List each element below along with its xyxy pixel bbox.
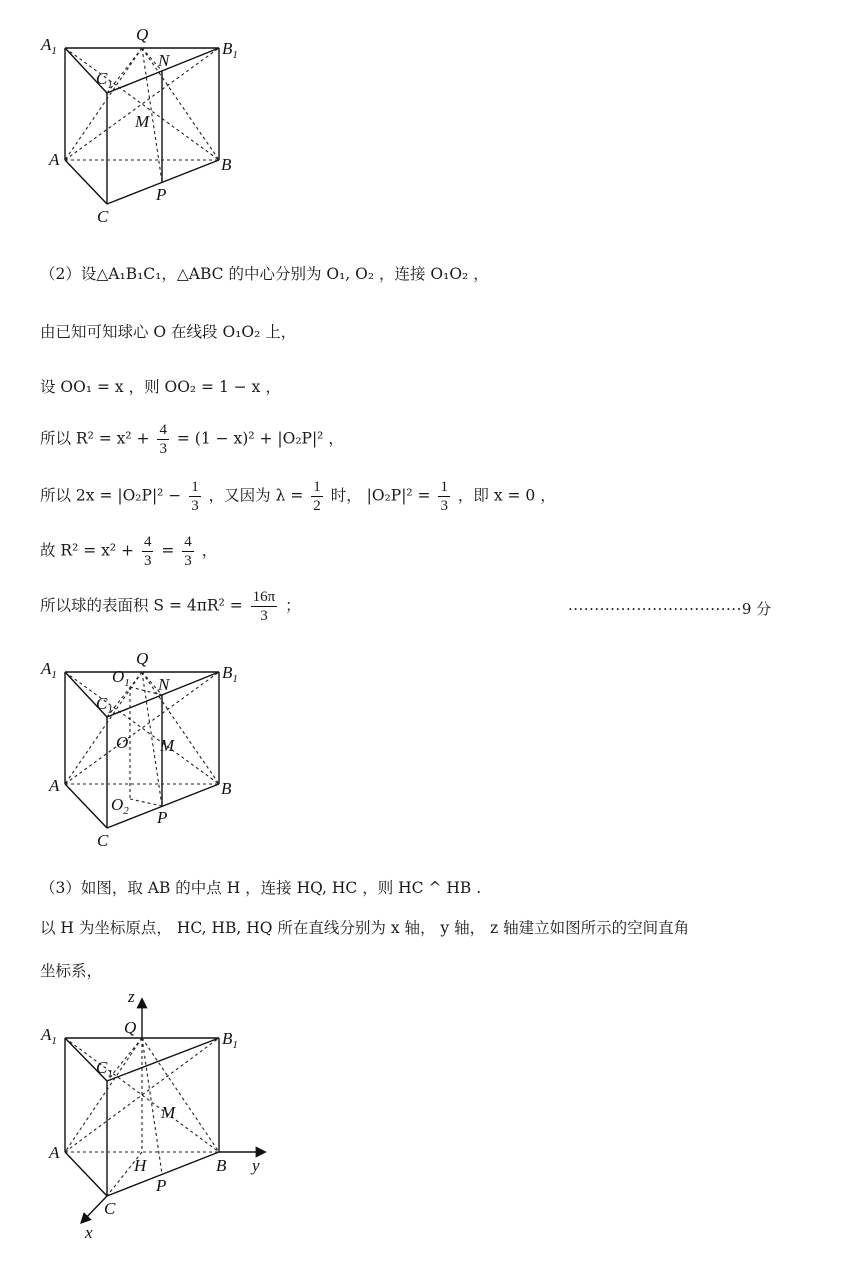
label-p: P (156, 1176, 167, 1195)
segment-qb (142, 672, 219, 784)
label-b: B (221, 155, 232, 174)
label-b: B (221, 779, 232, 798)
label-c: C (97, 207, 109, 226)
label-a: A (49, 776, 60, 795)
part2-line-4 (40, 421, 344, 458)
edge-ac (65, 160, 107, 204)
label-c1: $C_1$ (96, 694, 113, 716)
fraction-one-third-a: $\frac{1}{3}$ (191, 479, 199, 514)
label-o: O (116, 733, 129, 752)
edge-c1b1 (107, 1038, 219, 1081)
figure-prism-3-coordinates (38, 987, 278, 1242)
label-q: Q (136, 649, 149, 668)
label-a1: $A_1$ (41, 659, 57, 681)
label-z: z (128, 987, 135, 1006)
label-a: A (49, 1143, 60, 1162)
label-m: M (161, 1103, 176, 1122)
segment-o2p (130, 799, 162, 806)
label-b1: $B_1$ (222, 663, 238, 685)
label-o1: $O_1$ (112, 667, 130, 689)
label-x: x (85, 1223, 93, 1242)
segment-qa (65, 1038, 142, 1152)
part2-line-2: 由已知可知球心 O 在线段 O₁O₂ 上， (40, 323, 297, 341)
score-text: 9 分 (741, 600, 772, 618)
part2-line-1: （2）设△A₁B₁C₁，△ABC 的中心分别为 O₁, O₂ ，连接 O₁O₂ ， (40, 265, 489, 283)
figure-prism-1 (38, 22, 278, 232)
label-c1: $C_1$ (96, 1058, 113, 1080)
line4-prefix: 所以 R² = x² + (40, 429, 155, 448)
score-dots: ································· (568, 600, 742, 618)
label-q: Q (124, 1018, 137, 1037)
line7-end: ； (280, 596, 301, 615)
label-p: P (157, 808, 168, 827)
label-c: C (97, 831, 109, 850)
label-c: C (104, 1199, 116, 1218)
part2-line-5 (40, 478, 556, 515)
label-a: A (49, 150, 60, 169)
figure-prism-2 (38, 646, 278, 856)
label-b: B (216, 1156, 227, 1175)
line6-middle: = (156, 541, 180, 560)
segment-qa (65, 48, 142, 160)
fraction-four-thirds-a: $\frac{4}{3}$ (143, 534, 152, 569)
label-h: H (134, 1156, 147, 1175)
line5-end: ，即 x = 0 ， (452, 486, 556, 505)
line4-suffix: = (1 − x)² + |O₂P|² ， (171, 429, 344, 448)
edge-ac (65, 784, 107, 828)
line5-post: 时， |O₂P|² = (325, 486, 436, 505)
label-b1: $B_1$ (222, 1029, 238, 1051)
line7-prefix: 所以球的表面积 S = 4πR² = (40, 596, 248, 615)
fraction-four-thirds-b: $\frac{4}{3}$ (184, 534, 192, 569)
label-m: M (160, 736, 175, 755)
label-c1: $C_1$ (96, 69, 113, 91)
part3-line-2: 以 H 为坐标原点， HC, HB, HQ 所在直线分别为 x 轴， y 轴， z 轴建立如图所示的空间直角 (40, 919, 690, 937)
part2-line-7 (40, 588, 301, 625)
diag-a1b (65, 672, 219, 784)
line6-prefix: 故 R² = x² + (40, 541, 139, 560)
fraction-one-third-b: $\frac{1}{3}$ (440, 479, 448, 514)
line5-middle: ，又因为 λ = (203, 486, 309, 505)
label-a1: $A_1$ (41, 35, 57, 57)
label-a1: $A_1$ (41, 1025, 57, 1047)
label-o2: $O_2$ (111, 795, 129, 817)
label-m: M (135, 112, 150, 131)
segment-qb (142, 1038, 219, 1152)
label-b1: $B_1$ (222, 39, 238, 61)
part3-line-3: 坐标系， (40, 962, 103, 980)
label-p: P (156, 185, 167, 204)
part3-line-1: （3）如图，取 AB 的中点 H ，连接 HQ, HC ，则 HC ^ HB . (40, 879, 482, 897)
fraction-four-thirds: $\frac{4}{3}$ (159, 422, 167, 457)
label-n: N (158, 51, 170, 70)
diag-ab1 (65, 672, 219, 784)
label-y: y (252, 1156, 260, 1175)
line6-end: ， (196, 541, 218, 560)
label-n: N (158, 675, 170, 694)
part2-line-3: 设 OO₁ = x ，则 OO₂ = 1 − x ， (40, 378, 281, 396)
segment-qb (142, 48, 219, 160)
prism-diagram-2 (38, 646, 278, 856)
segment-qp (142, 1038, 162, 1174)
edge-ac (65, 1152, 107, 1196)
fraction-one-half: $\frac{1}{2}$ (313, 479, 321, 514)
part2-line-6 (40, 533, 217, 570)
prism-diagram-3 (38, 987, 278, 1242)
fraction-sixteen-pi-thirds: $\frac{16\pi}{3}$ (252, 589, 276, 624)
line5-prefix: 所以 2x = |O₂P|² − (40, 486, 187, 505)
label-q: Q (136, 25, 149, 44)
prism-diagram-1 (38, 22, 278, 232)
score-marker (568, 598, 771, 619)
